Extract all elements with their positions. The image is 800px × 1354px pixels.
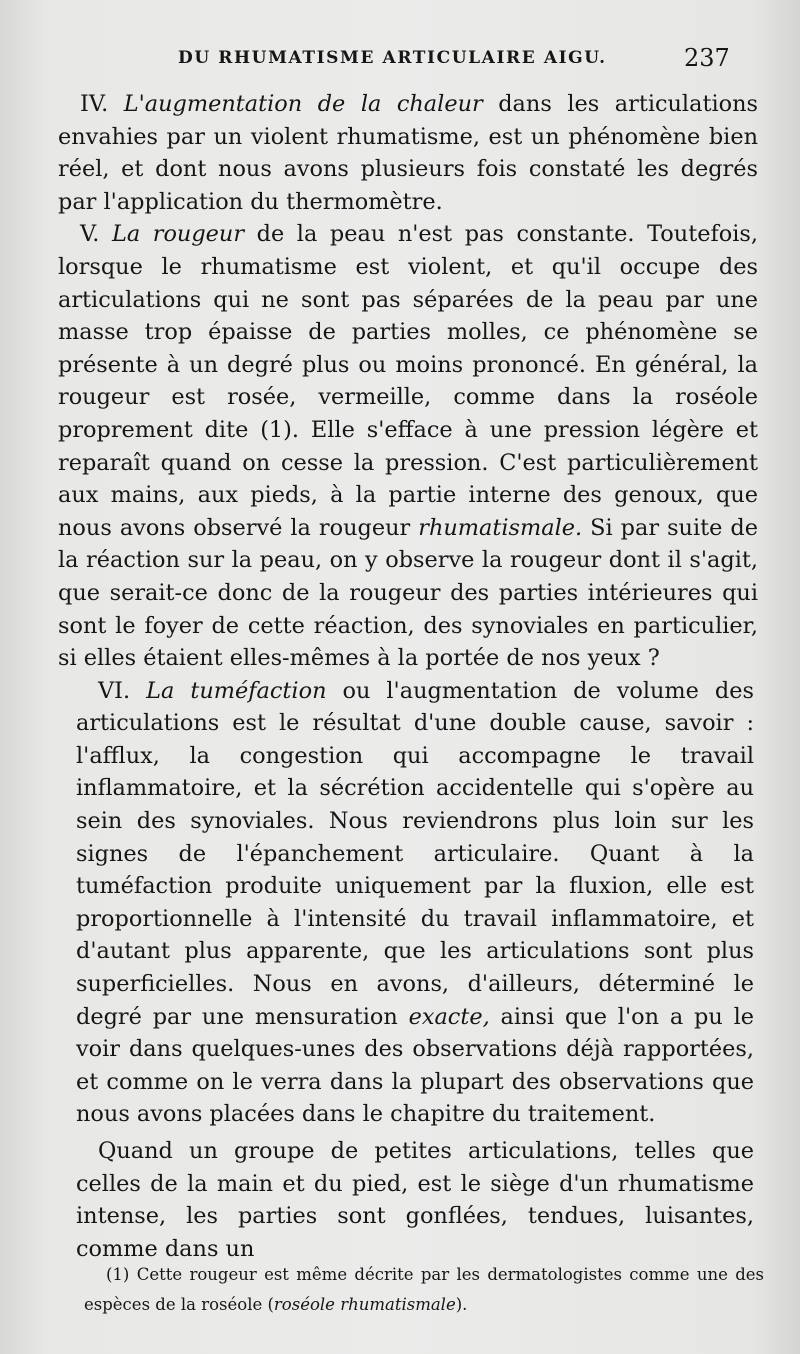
paragraph-marker: V. [80, 221, 100, 248]
footnote-term: roséole rhumatismale [273, 1295, 456, 1314]
paragraph-text: de la peau n'est pas constante. Toutefois, lorsque le rhumatisme est violent, et qu'il occupe des articulations qui ne sont pas séparées de la peau par une masse trop épaisse de parties molles, ce phénomène se présente à un degré plus ou moins prononcé. En général, la rougeur est rosée, vermeille, comme dans la roséole proprement dite (1). Elle s'efface à une pression légère et reparaît quand on cesse la pression. C'est particulièrement aux mains, aux pieds, à la partie interne des genoux, que nous avons observé la rougeur [58, 221, 758, 541]
paragraph-text: dans les articulations envahies par un violent rhumatisme, est un phénomène bien réel, et dont nous avons plusieurs fois constaté les degrés par l'application du thermomètre. [58, 91, 758, 215]
running-title: DU RHUMATISME ARTICULAIRE AIGU. [178, 48, 607, 68]
paragraph-iv [58, 88, 758, 218]
footnote-text: Cette rougeur est même décrite par les dermatologistes comme une des espèces de la roséole ( [84, 1265, 764, 1314]
paragraph-text-cont: Si par suite de la réaction sur la peau, on y observe la rougeur dont il s'agit, que serait-ce donc de la rougeur des parties intérieures qui sont le foyer de cette réaction, des synoviales en particulier, si elles étaient elles-mêmes à la portée de nos yeux ? [58, 514, 758, 672]
paragraph-term: La rougeur [111, 221, 245, 248]
paragraph-term: L'augmentation de la chaleur [123, 91, 483, 117]
paragraph-text-cont: ainsi que l'on a pu le voir dans quelques-unes des observations déjà rapportées, et comme on le verra dans la plupart des observations que nous avons placées dans le chapitre du traitement. [76, 1003, 754, 1128]
paragraph-marker: VI. [98, 677, 131, 704]
footnote-end: ). [455, 1295, 468, 1314]
paragraph-v [58, 218, 758, 674]
page-header [0, 44, 800, 78]
paragraph-term: La tuméfaction [146, 677, 327, 704]
paragraph-term-inline: exacte, [408, 1003, 490, 1030]
paragraph-vi [58, 675, 758, 1131]
footnote-marker: (1) [106, 1265, 130, 1284]
paragraph-text: ou l'augmentation de volume des articulations est le résultat d'une double cause, savoir : l'afflux, la congestion qui accompagne le travail inflammatoire, et la sécrétion accidentelle qui s'opère au sein des synoviales. Nous reviendrons plus loin sur les signes de l'épanchement articulaire. Quant à la tuméfaction produite uniquement par la fluxion, elle est proportionnelle à l'intensité du travail inflammatoire, et d'autant plus apparente, que les articulations sont plus superficielles. Nous en avons, d'ailleurs, déterminé le degré par une mensuration [76, 677, 754, 1030]
paragraph-marker: IV. [80, 91, 109, 117]
paragraph-term-inline: rhumatismale. [418, 514, 583, 541]
page-number: 237 [684, 44, 730, 72]
body-text [58, 88, 758, 1265]
footnote [84, 1260, 764, 1320]
paragraph-continuation: Quand un groupe de petites articulations, telles que celles de la main et du pied, est le siège d'un rhumatisme intense, les parties sont gonflées, tendues, luisantes, comme dans un [76, 1138, 754, 1262]
